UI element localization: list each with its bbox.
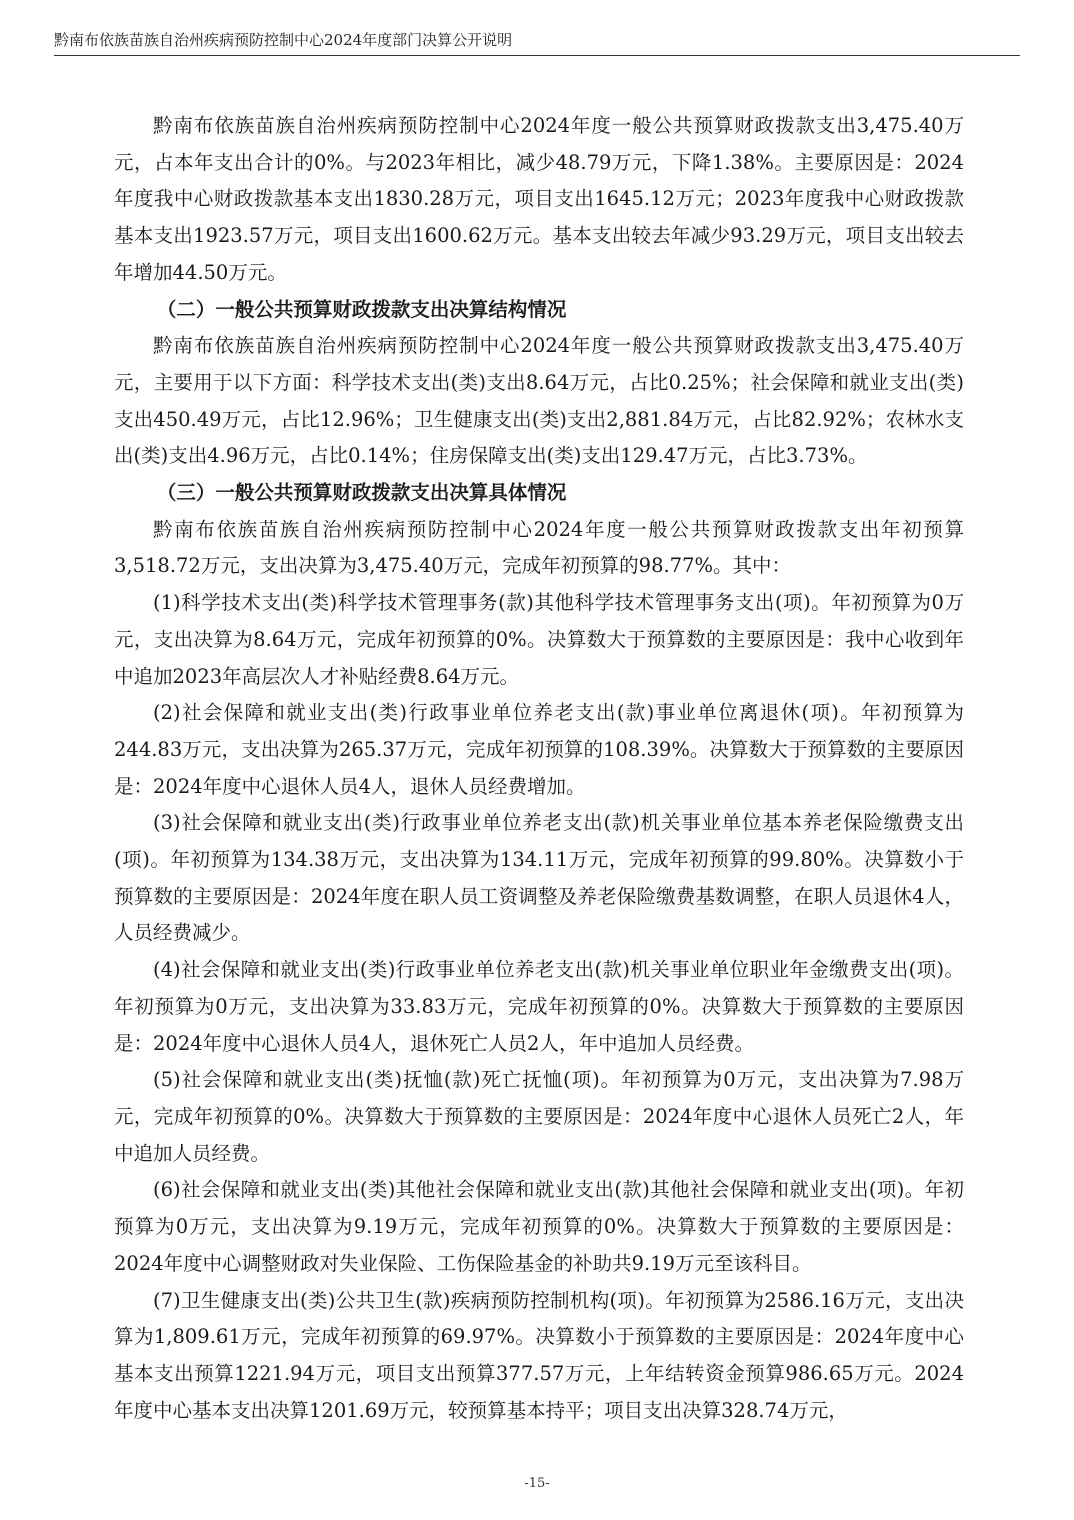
list-item: (7)卫生健康支出(类)公共卫生(款)疾病预防控制机构(项)。年初预算为2586.16万元，支出决算为1,809.61万元，完成年初预算的69.97%。决算数小于预算数的主要原因是：2024年度中心基本支出预算1221.94万元，项目支出预算377.57万元，上年结转资金预算986.65万元。2024年度中心基本支出决算1201.69万元，较预算基本持平；项目支出决算328.74万元， [114,1288,964,1422]
header-divider [54,55,1020,56]
body-text [114,108,964,1429]
paragraph-details-intro: 黔南布依族苗族自治州疾病预防控制中心2024年度一般公共预算财政拨款支出年初预算3,518.72万元，支出决算为3,475.40万元，完成年初预算的98.77%。其中： [114,517,964,578]
list-item: (4)社会保障和就业支出(类)行政事业单位养老支出(款)机关事业单位职业年金缴费支出(项)。年初预算为0万元，支出决算为33.83万元，完成年初预算的0%。决算数大于预算数的主要原因是：2024年度中心退休人员4人，退休死亡人员2人，年中追加人员经费。 [114,958,964,1055]
list-item: (1)科学技术支出(类)科学技术管理事务(款)其他科学技术管理事务支出(项)。年初预算为0万元，支出决算为8.64万元，完成年初预算的0%。决算数大于预算数的主要原因是：我中心收到年中追加2023年高层次人才补贴经费8.64万元。 [114,591,964,688]
paragraph-structure: 黔南布依族苗族自治州疾病预防控制中心2024年度一般公共预算财政拨款支出3,475.40万元，主要用于以下方面：科学技术支出(类)支出8.64万元，占比0.25%；社会保障和就业支出(类)支出450.49万元，占比12.96%；卫生健康支出(类)支出2,881.84万元，占比82.92%；农林水支出(类)支出4.96万元，占比0.14%；住房保障支出(类)支出129.47万元，占比3.73%。 [114,334,964,468]
section-heading-structure: （二）一般公共预算财政拨款支出决算结构情况 [156,297,567,321]
page-number: -15- [524,1476,550,1491]
section-heading-details: （三）一般公共预算财政拨款支出决算具体情况 [156,481,567,505]
list-item: (3)社会保障和就业支出(类)行政事业单位养老支出(款)机关事业单位基本养老保险缴费支出(项)。年初预算为134.38万元，支出决算为134.11万元，完成年初预算的99.80%。决算数小于预算数的主要原因是：2024年度在职人员工资调整及养老保险缴费基数调整，在职人员退休4人，人员经费减少。 [114,811,964,945]
running-header: 黔南布依族苗族自治州疾病预防控制中心2024年度部门决算公开说明 [54,31,513,49]
paragraph-overview: 黔南布依族苗族自治州疾病预防控制中心2024年度一般公共预算财政拨款支出3,475.40万元，占本年支出合计的0%。与2023年相比，减少48.79万元，下降1.38%。主要原因是：2024年度我中心财政拨款基本支出1830.28万元，项目支出1645.12万元；2023年度我中心财政拨款基本支出1923.57万元，项目支出1600.62万元。基本支出较去年减少93.29万元，项目支出较去年增加44.50万元。 [114,114,964,284]
list-item: (5)社会保障和就业支出(类)抚恤(款)死亡抚恤(项)。年初预算为0万元，支出决算为7.98万元，完成年初预算的0%。决算数大于预算数的主要原因是：2024年度中心退休人员死亡2人，年中追加人员经费。 [114,1068,964,1165]
list-item: (6)社会保障和就业支出(类)其他社会保障和就业支出(款)其他社会保障和就业支出(项)。年初预算为0万元，支出决算为9.19万元，完成年初预算的0%。决算数大于预算数的主要原因是：2024年度中心调整财政对失业保险、工伤保险基金的补助共9.19万元至该科目。 [114,1178,964,1275]
list-item: (2)社会保障和就业支出(类)行政事业单位养老支出(款)事业单位离退休(项)。年初预算为244.83万元，支出决算为265.37万元，完成年初预算的108.39%。决算数大于预算数的主要原因是：2024年度中心退休人员4人，退休人员经费增加。 [114,701,964,798]
